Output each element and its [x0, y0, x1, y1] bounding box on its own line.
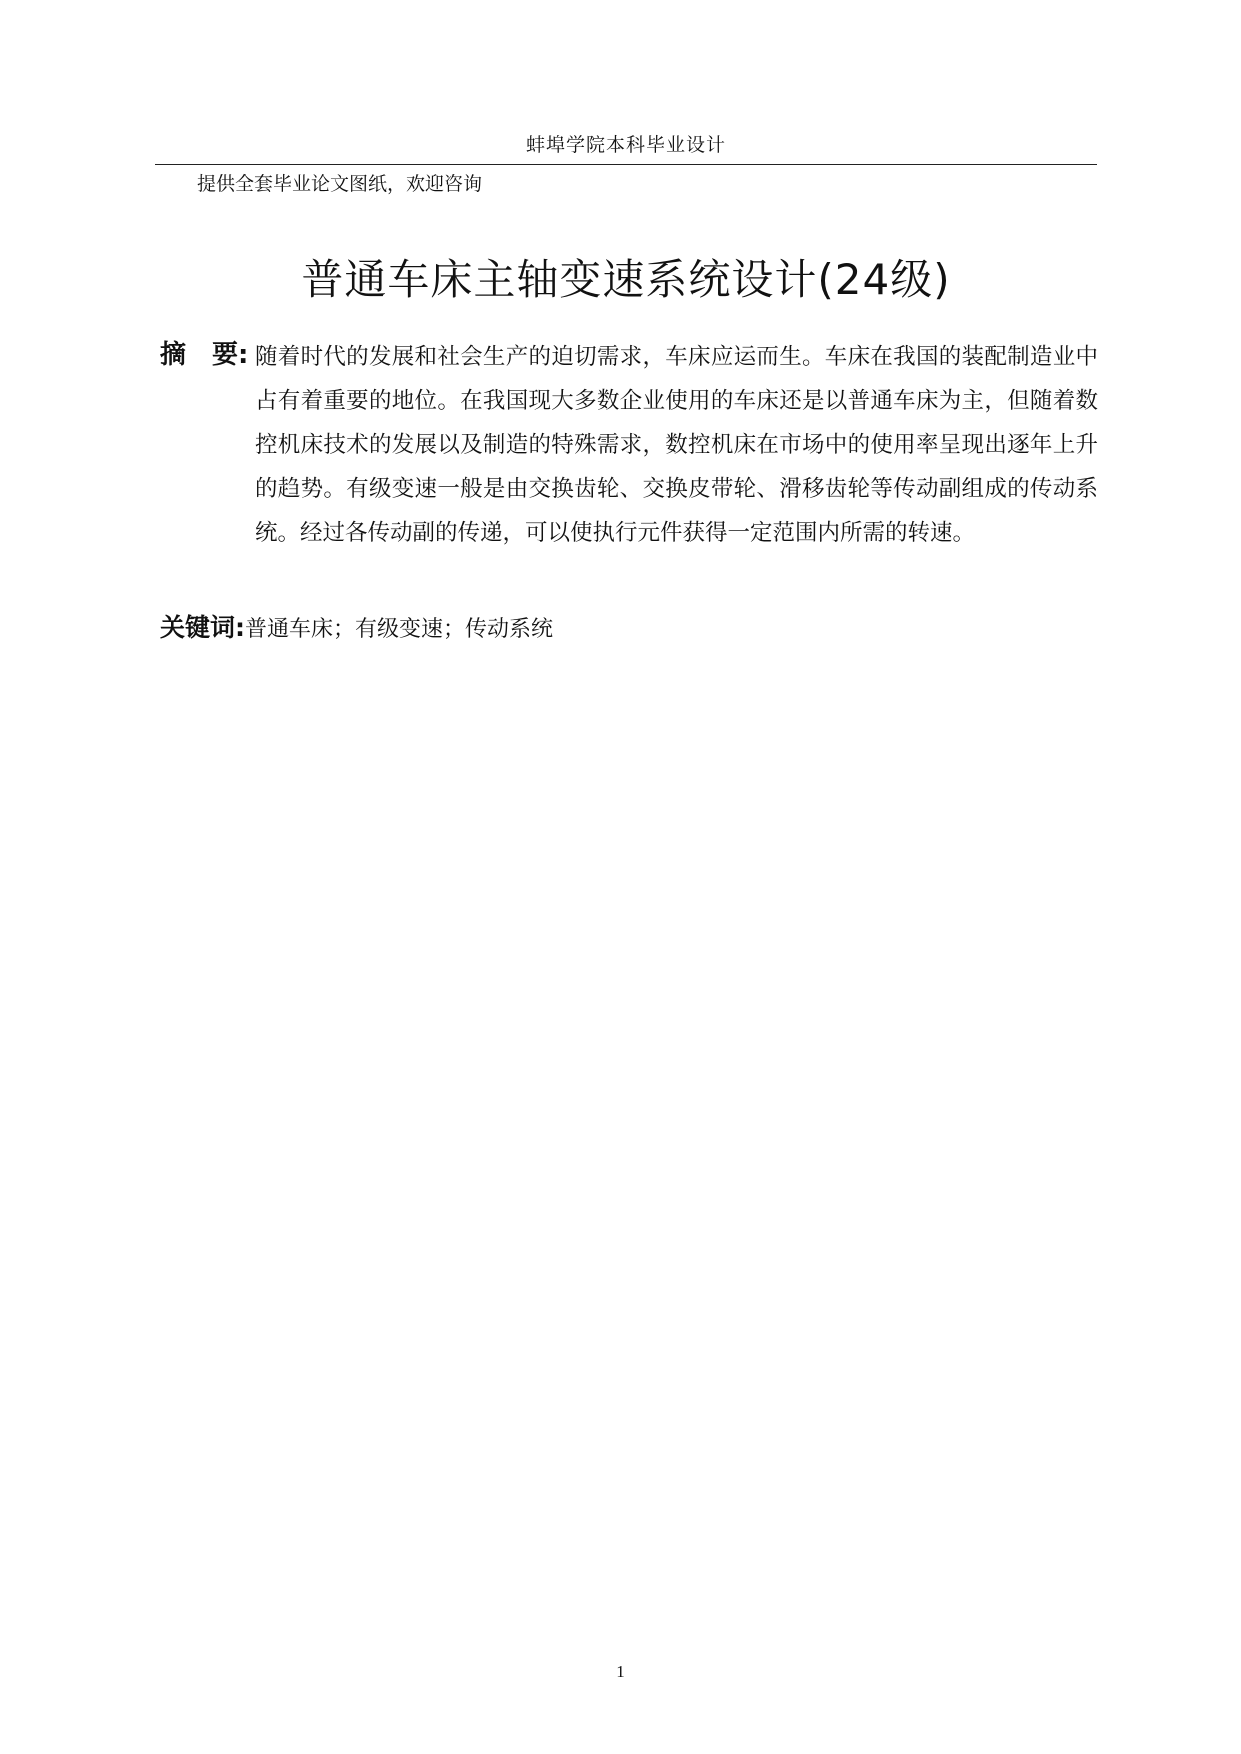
abstract-label: 摘 要: [160, 340, 249, 370]
notice-text: 提供全套毕业论文图纸，欢迎咨询 [197, 173, 483, 195]
keywords-section [160, 608, 553, 651]
page-number: 1 [616, 1662, 625, 1681]
abstract-body: 随着时代的发展和社会生产的迫切需求，车床应运而生。车床在我国的装配制造业中占有着重要的地位。在我国现大多数企业使用的车床还是以普通车床为主，但随着数控机床技术的发展以及制造的特殊需求，数控机床在市场中的使用率呈现出逐年上升的趋势。有级变速一般是由交换齿轮、交换皮带轮、滑移齿轮等传动副组成的传动系统。经过各传动副的传递，可以使执行元件获得一定范围内所需的转速。 [255, 344, 1098, 546]
keywords-value: 普通车床；有级变速；传动系统 [245, 617, 554, 642]
document-title: 普通车床主轴变速系统设计(24级) [301, 255, 951, 304]
keywords-label: 关键词: [160, 613, 245, 642]
running-header: 蚌埠学院本科毕业设计 [525, 134, 726, 156]
header-divider [155, 164, 1097, 165]
